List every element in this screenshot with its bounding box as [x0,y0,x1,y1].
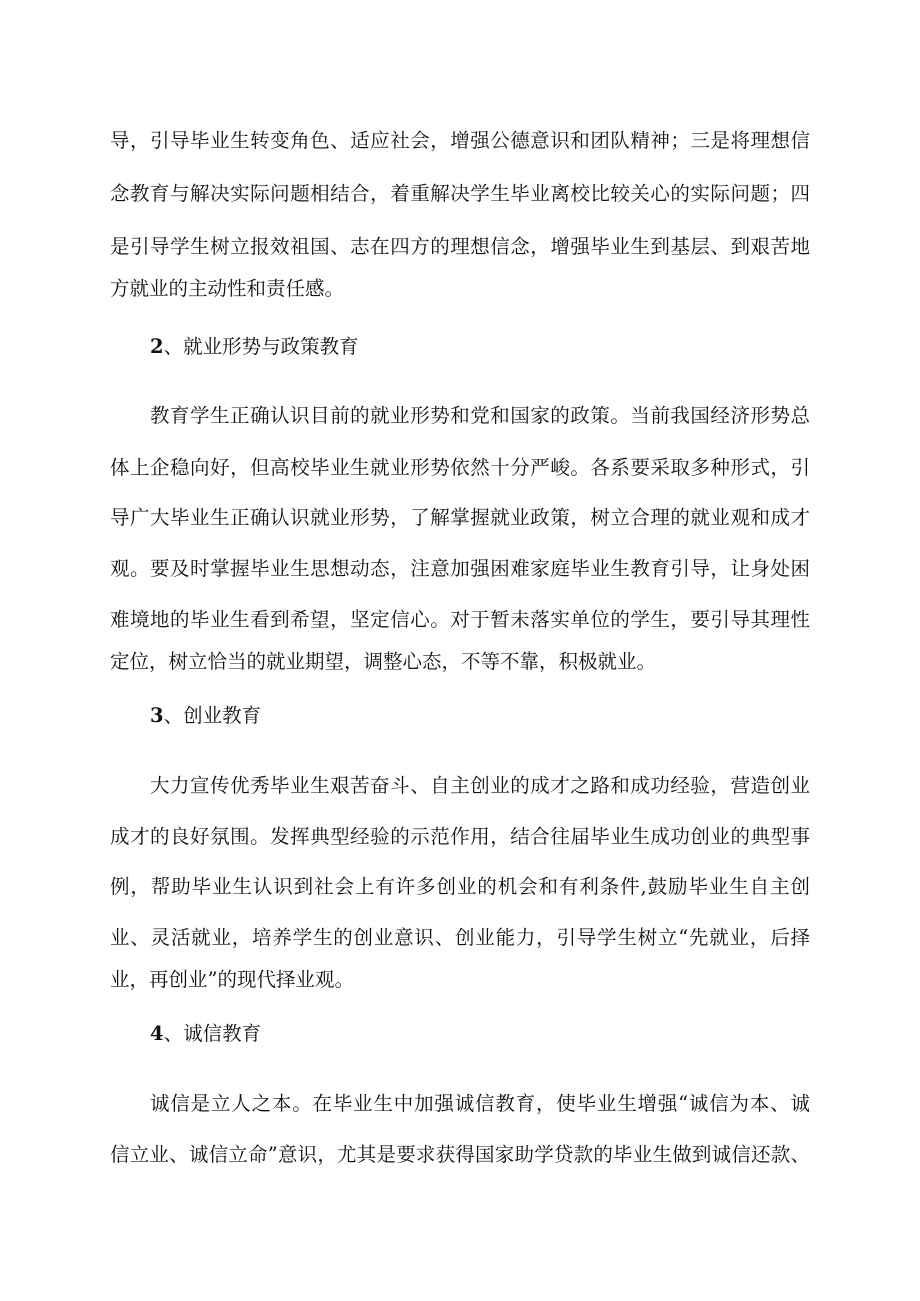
paragraph-line: 导广大毕业生正确认识就业形势，了解掌握就业政策，树立合理的就业观和成才 [110,506,810,529]
section-heading-2 [150,334,359,360]
section-number: 3 [150,704,164,727]
intro-line: 念教育与解决实际问题相结合，着重解决学生毕业离校比较关心的实际问题；四 [110,182,810,205]
paragraph-line: 难境地的毕业生看到希望，坚定信心。对于暂未落实单位的学生，要引导其理性 [110,608,810,631]
paragraph-line: 教育学生正确认识目前的就业形势和党和国家的政策。当前我国经济形势总 [150,404,810,427]
paragraph-line: 成才的良好氛围。发挥典型经验的示范作用，结合往届毕业生成功创业的典型事 [110,825,810,848]
section-title: 、诚信教育 [163,1022,262,1045]
paragraph-line: 体上企稳向好，但高校毕业生就业形势依然十分严峻。各系要采取多种形式，引 [110,456,810,479]
section-title: 、创业教育 [163,704,262,727]
section-number: 4 [150,1022,164,1045]
section-heading-4 [150,1021,261,1047]
paragraph-line: 诚信是立人之本。在毕业生中加强诚信教育，使毕业生增强“诚信为本、诚 [150,1092,810,1115]
paragraph-line: 例，帮助毕业生认识到社会上有许多创业的机会和有利条件,鼓励毕业生自主创 [110,875,810,898]
intro-line: 方就业的主动性和责任感。 [110,277,345,300]
paragraph-line: 大力宣传优秀毕业生艰苦奋斗、自主创业的成才之路和成功经验，营造创业 [150,774,810,797]
section-heading-3 [150,703,261,729]
paragraph-line: 观。要及时掌握毕业生思想动态，注意加强困难家庭毕业生教育引导，让身处困 [110,557,810,580]
paragraph-line: 业、灵活就业，培养学生的创业意识、创业能力，引导学生树立“先就业，后择 [110,926,810,949]
section-number: 2 [150,335,164,358]
section-title: 、就业形势与政策教育 [163,335,359,358]
paragraph-line: 定位，树立恰当的就业期望，调整心态，不等不靠，积极就业。 [110,650,657,673]
intro-line: 导，引导毕业生转变角色、适应社会，增强公德意识和团队精神；三是将理想信 [110,129,810,152]
intro-line: 是引导学生树立报效祖国、志在四方的理想信念，增强毕业生到基层、到艰苦地 [110,235,810,258]
paragraph-line: 业，再创业”的现代择业观。 [110,968,354,991]
paragraph-line: 信立业、诚信立命”意识，尤其是要求获得国家助学贷款的毕业生做到诚信还款、 [110,1143,810,1166]
